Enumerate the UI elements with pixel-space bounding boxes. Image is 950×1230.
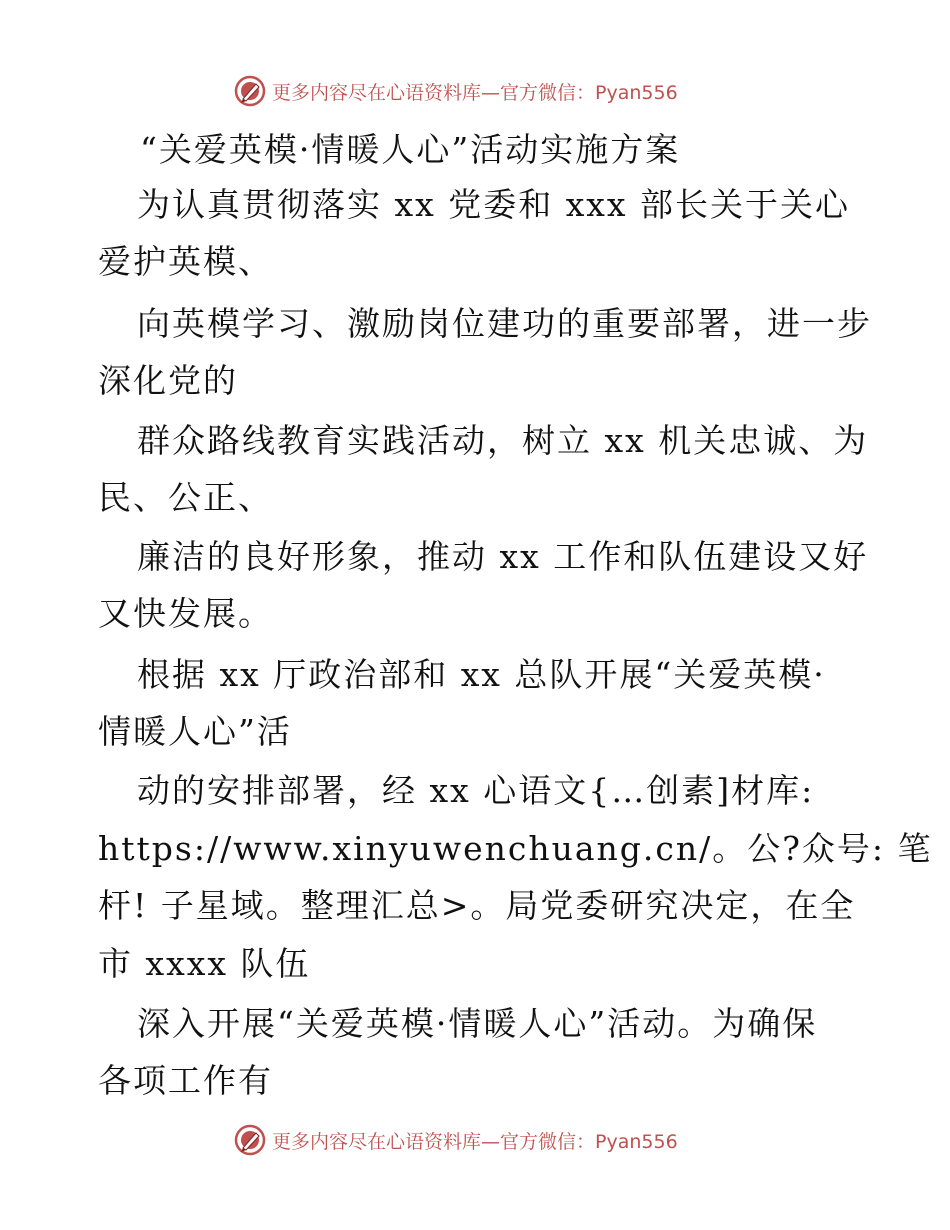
paragraph-line: 各项工作有 [98, 1061, 273, 1100]
paragraph-line: 向英模学习、激励岗位建功的重要部署，进一步 [137, 304, 872, 343]
banner-text: 更多内容尽在心语资料库—官方微信：Pyan556 [272, 1130, 678, 1153]
paragraph-line: https://www.xinyuwenchuang.cn/。公?众号: 笔 [98, 829, 933, 868]
banner-text: 更多内容尽在心语资料库—官方微信：Pyan556 [272, 81, 678, 104]
paragraph-line: 根据 xx 厅政治部和 xx 总队开展“关爱英模· [137, 655, 826, 694]
paragraph-line: 动的安排部署，经 xx 心语文{…创素]材库: [137, 771, 815, 810]
paragraph-line: 杆! 子星域。整理汇总>。局党委研究决定，在全 [98, 886, 856, 925]
header-banner [234, 73, 678, 109]
pen-logo-icon [234, 75, 266, 107]
footer-banner [234, 1122, 678, 1158]
paragraph-line: 廉洁的良好形象，推动 xx 工作和队伍建设又好 [137, 537, 869, 576]
pen-logo-icon [234, 1124, 266, 1156]
paragraph-line: 深化党的 [98, 361, 238, 400]
document-title: “关爱英模·情暖人心”活动实施方案 [140, 130, 681, 169]
paragraph-line: 又快发展。 [98, 594, 273, 633]
paragraph-line: 深入开展“关爱英模·情暖人心”活动。为确保 [137, 1004, 818, 1043]
paragraph-line: 市 xxxx 队伍 [98, 944, 311, 983]
paragraph-line: 群众路线教育实践活动，树立 xx 机关忠诚、为 [137, 421, 869, 460]
paragraph-line: 为认真贯彻落实 xx 党委和 xxx 部长关于关心 [137, 185, 851, 224]
paragraph-line: 情暖人心”活 [98, 712, 292, 751]
paragraph-line: 民、公正、 [98, 478, 273, 517]
paragraph-line: 爱护英模、 [98, 242, 273, 281]
